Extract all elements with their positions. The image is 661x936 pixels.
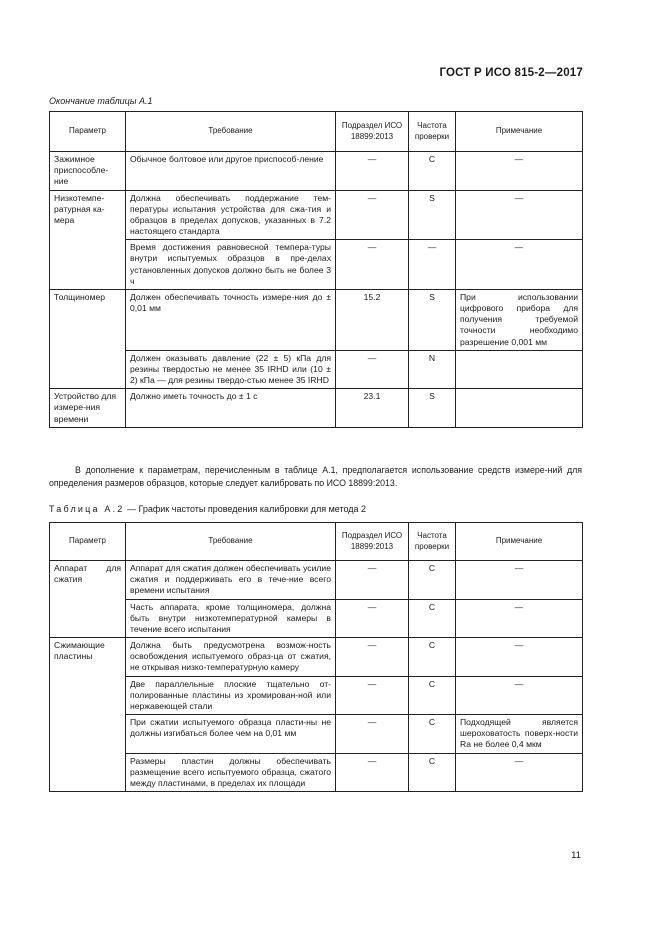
requirement-cell: Должна быть предусмотрена возмож-ность освобождения испытуемого образ-ца от сжатия, не открывая низко-температурную камеру <box>126 638 336 677</box>
subsection-cell: — <box>336 190 409 240</box>
subsection-cell: — <box>336 561 409 600</box>
note-cell: — <box>456 190 583 240</box>
parameter-cell: Зажимное приспособле-ние <box>50 152 126 191</box>
table-header-row <box>50 523 583 561</box>
frequency-cell: N <box>409 350 456 389</box>
parameter-cell: Устройство для измере-ния времени <box>50 389 126 428</box>
frequency-cell: S <box>409 289 456 350</box>
table2-caption-label: Таблица А.2 <box>49 504 125 514</box>
page-number: 11 <box>571 850 581 861</box>
table-row <box>50 561 583 600</box>
requirement-cell: Должна обеспечивать поддержание тем-пературы испытания устройства для сжа-тия и образцов в пределах допусков, указанных в 7.2 настоящего стандарта <box>126 190 336 240</box>
note-cell: Подходящей является шероховатость поверх-ности Ra не более 0,4 мкм <box>456 715 583 754</box>
subsection-cell: — <box>336 753 409 792</box>
requirement-cell: Часть аппарата, кроме толщиномера, должна быть внутри низкотемпературной камеры в течение всего испытания <box>126 599 336 638</box>
requirement-cell: Аппарат для сжатия должен обеспечивать усилие сжатия и поддерживать его в тече-ние всего времени испытания <box>126 561 336 600</box>
table1-caption: Окончание таблицы А.1 <box>49 96 153 106</box>
frequency-cell: C <box>409 561 456 600</box>
requirement-cell: Должен обеспечивать точность измере-ния до ± 0,01 мм <box>126 289 336 350</box>
table2-caption <box>49 504 366 516</box>
column-header-parameter: Параметр <box>50 112 126 152</box>
table-a2 <box>49 522 583 792</box>
subsection-cell: — <box>336 152 409 191</box>
table-row <box>50 753 583 792</box>
body-paragraph: В дополнение к параметрам, перечисленным в таблице А.1, предполагается использование средств измере-ний для определения размеров образцов, которые следует калибровать по ИСО 18899:2013. <box>49 465 582 488</box>
column-header-parameter: Параметр <box>50 523 126 561</box>
column-header-requirement: Требование <box>126 523 336 561</box>
subsection-cell: 15.2 <box>336 289 409 350</box>
table-row <box>50 638 583 677</box>
subsection-cell: — <box>336 240 409 290</box>
note-cell: При использовании цифрового прибора для получения требуемой точности необходимо разрешение 0,001 мм <box>456 289 583 350</box>
table2-caption-text: — График частоты проведения калибровки для метода 2 <box>124 504 367 514</box>
note-cell: — <box>456 561 583 600</box>
parameter-cell: Аппарат для сжатия <box>50 561 126 638</box>
table-row <box>50 599 583 638</box>
table-header-row <box>50 112 583 152</box>
frequency-cell: — <box>409 240 456 290</box>
frequency-cell: C <box>409 715 456 754</box>
frequency-cell: C <box>409 152 456 191</box>
note-cell <box>456 389 583 428</box>
frequency-cell: S <box>409 389 456 428</box>
requirement-cell: Время достижения равновесной темпера-туры внутри испытуемых образцов в пре-делах установленных допусков должно быть не более 3 ч <box>126 240 336 290</box>
standard-code: ГОСТ Р ИСО 815-2—2017 <box>439 67 583 79</box>
table-row <box>50 190 583 240</box>
table-row <box>50 350 583 389</box>
requirement-cell: Размеры пластин должны обеспечивать размещение всего испытуемого образца, сжатого между пластинами, в пределах их площади <box>126 753 336 792</box>
subsection-cell: — <box>336 676 409 715</box>
column-header-subsection: Подраздел ИСО 18899:2013 <box>336 112 409 152</box>
requirement-cell: Две параллельные плоские тщательно от-полированные пластины из хромирован-ной или нержавеющей стали <box>126 676 336 715</box>
note-cell <box>456 350 583 389</box>
frequency-cell: C <box>409 638 456 677</box>
column-header-note: Примечание <box>456 112 583 152</box>
subsection-cell: — <box>336 599 409 638</box>
requirement-cell: Должен оказывать давление (22 ± 5) кПа для резины твердостью не менее 35 IRHD или (10 ± 2) кПа — для резины твердо-стью менее 35 IRHD <box>126 350 336 389</box>
requirement-cell: Обычное болтовое или другое приспособ-ление <box>126 152 336 191</box>
subsection-cell: — <box>336 715 409 754</box>
column-header-subsection: Подраздел ИСО 18899:2013 <box>336 523 409 561</box>
requirement-cell: При сжатии испытуемого образца пласти-ны не должны изгибаться более чем на 0,01 мм <box>126 715 336 754</box>
parameter-cell: Сжимающие пластины <box>50 638 126 792</box>
note-cell: — <box>456 240 583 290</box>
table-row <box>50 715 583 754</box>
table-row <box>50 289 583 350</box>
column-header-frequency: Частота проверки <box>409 112 456 152</box>
parameter-cell: Толщиномер <box>50 289 126 388</box>
note-cell: — <box>456 753 583 792</box>
column-header-note: Примечание <box>456 523 583 561</box>
subsection-cell: — <box>336 638 409 677</box>
note-cell: — <box>456 638 583 677</box>
table-row <box>50 676 583 715</box>
note-cell: — <box>456 599 583 638</box>
subsection-cell: 23.1 <box>336 389 409 428</box>
table-row <box>50 240 583 290</box>
subsection-cell: — <box>336 350 409 389</box>
table-row <box>50 389 583 428</box>
frequency-cell: S <box>409 190 456 240</box>
column-header-requirement: Требование <box>126 112 336 152</box>
frequency-cell: C <box>409 753 456 792</box>
frequency-cell: C <box>409 599 456 638</box>
parameter-cell: Низкотемпе-ратурная ка-мера <box>50 190 126 289</box>
requirement-cell: Должно иметь точность до ± 1 с <box>126 389 336 428</box>
frequency-cell: C <box>409 676 456 715</box>
column-header-frequency: Частота проверки <box>409 523 456 561</box>
note-cell: — <box>456 676 583 715</box>
table-row <box>50 152 583 191</box>
table-a1-end <box>49 111 583 428</box>
note-cell: — <box>456 152 583 191</box>
